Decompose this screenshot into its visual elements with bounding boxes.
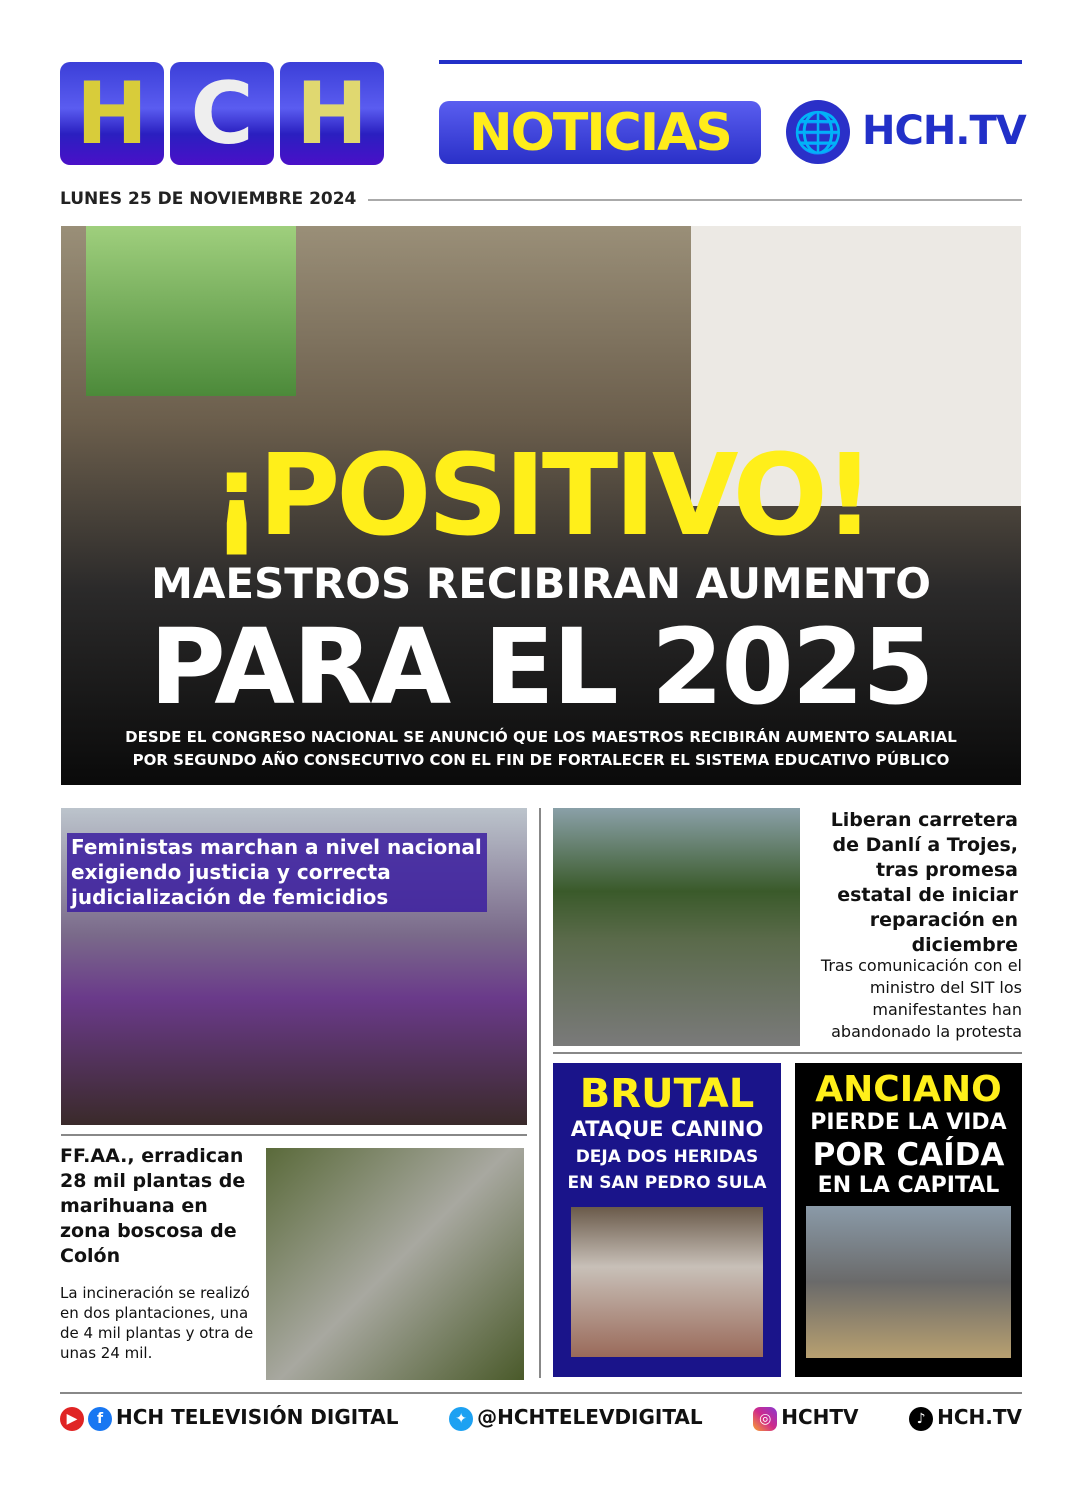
anciano-l3: POR CAÍDA <box>812 1137 1005 1173</box>
carretera-headline: Liberan carretera de Danlí a Trojes, tras promesa estatal de iniciar reparación en diciembre <box>830 809 1018 956</box>
hero-subtitle: MAESTROS RECIBIRAN AUMENTO <box>151 559 931 608</box>
ffaa-photo <box>266 1148 524 1380</box>
instagram-link[interactable] <box>753 1405 858 1431</box>
carretera-summary: Tras comunicación con el ministro del SIT los manifestantes han abandonado la protesta <box>820 956 1022 1041</box>
logo-letter: H <box>60 62 164 165</box>
ffaa-summary: La incineración se realizó en dos plantaciones, una de 4 mil plantas y otra de unas 24 mil. <box>60 1284 254 1362</box>
divider <box>539 808 541 1378</box>
brutal-l1: BRUTAL <box>579 1071 755 1117</box>
brutal-l2: ATAQUE CANINO <box>570 1117 764 1141</box>
divider <box>439 60 1022 64</box>
facebook-handle: HCH TELEVISIÓN DIGITAL <box>116 1405 399 1429</box>
site-name: HCH.TV <box>862 108 1026 154</box>
brutal-l3: DEJA DOS HERIDAS <box>575 1147 759 1167</box>
desc-line: POR SEGUNDO AÑO CONSECUTIVO CON EL FIN DE FORTALECER EL SISTEMA EDUCATIVO PÚBLICO <box>132 751 950 769</box>
twitter-handle: @HCHTELEVDIGITAL <box>477 1405 703 1429</box>
issue-date: LUNES 25 DE NOVIEMBRE 2024 <box>60 189 357 209</box>
divider <box>553 1052 1022 1054</box>
social-footer <box>60 1405 1022 1431</box>
anciano-l4: EN LA CAPITAL <box>817 1173 1000 1198</box>
hero-kicker: ¡POSITIVO! <box>211 431 871 561</box>
carretera-photo <box>553 808 800 1046</box>
facebook-link[interactable] <box>60 1405 399 1431</box>
divider <box>368 199 1022 201</box>
feministas-headline: Feministas marchan a nivel nacional exigiendo justicia y correcta judicialización de femicidios <box>67 833 487 912</box>
hero-title: PARA EL 2025 <box>149 606 933 728</box>
hero-description <box>61 726 1021 772</box>
divider <box>61 1134 527 1136</box>
anciano-photo <box>806 1206 1011 1358</box>
desc-line: DESDE EL CONGRESO NACIONAL SE ANUNCIÓ QUE LOS MAESTROS RECIBIRÁN AUMENTO SALARIAL <box>125 728 957 746</box>
ffaa-headline: FF.AA., erradican 28 mil plantas de marihuana en zona boscosa de Colón <box>60 1145 246 1267</box>
anciano-story <box>795 1063 1022 1377</box>
facebook-icon: f <box>88 1407 112 1431</box>
instagram-handle: HCHTV <box>781 1405 859 1429</box>
hero-photo-window <box>86 226 296 396</box>
divider <box>60 1392 1022 1394</box>
section-badge: NOTICIAS <box>439 101 761 164</box>
globe-icon: 🌐 <box>786 100 850 164</box>
logo-letter: H <box>280 62 384 165</box>
twitter-icon: ✦ <box>449 1407 473 1431</box>
brutal-story <box>553 1063 781 1377</box>
tiktok-handle: HCH.TV <box>937 1405 1022 1429</box>
tiktok-icon: ♪ <box>909 1407 933 1431</box>
youtube-icon: ▶ <box>60 1407 84 1431</box>
logo-letter: C <box>170 62 274 165</box>
hero-story <box>61 226 1021 785</box>
anciano-l2: PIERDE LA VIDA <box>810 1110 1007 1135</box>
twitter-link[interactable] <box>449 1405 703 1431</box>
anciano-l1: ANCIANO <box>815 1069 1002 1110</box>
brutal-l4: EN SAN PEDRO SULA <box>567 1173 767 1193</box>
tiktok-link[interactable] <box>909 1405 1022 1431</box>
brutal-photo <box>571 1207 763 1357</box>
hch-logo <box>60 62 384 165</box>
instagram-icon: ◎ <box>753 1407 777 1431</box>
